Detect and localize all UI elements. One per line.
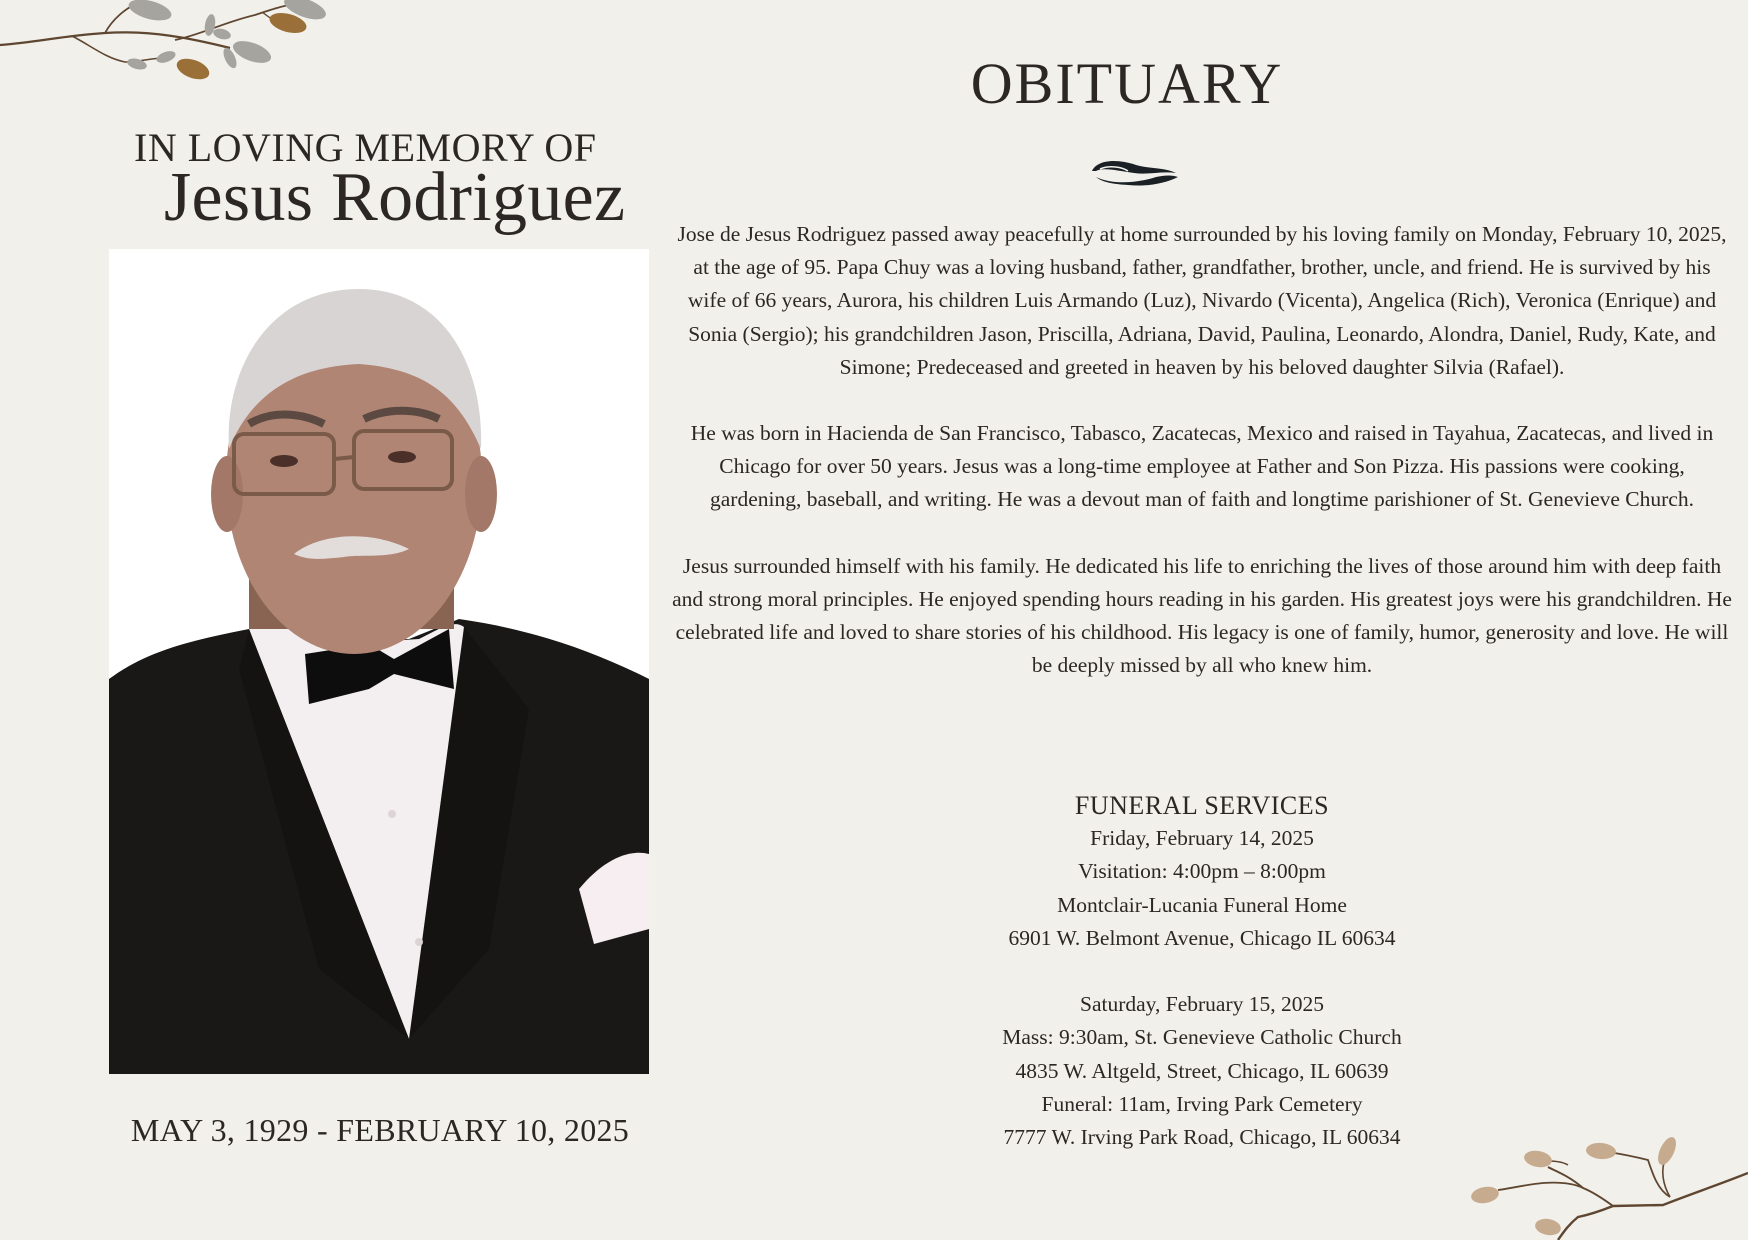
branch-decoration-bottom-icon bbox=[1448, 1115, 1748, 1240]
obituary-title: OBITUARY bbox=[970, 51, 1284, 116]
friday-date: Friday, February 14, 2025 bbox=[1090, 826, 1314, 850]
obituary-paragraph-2: He was born in Hacienda de San Francisco, Tabasco, Zacatecas, Mexico and raised in Tayahua, Zacatecas, and lived in Chicago for over 50 years. Jesus was a long-time employee at Father and Son Pizza. His passions were cooking, gardening, baseball, and writing. He was a devout man of faith and longtime parishioner of St. Genevieve Church. bbox=[690, 421, 1714, 512]
flourish-divider-icon bbox=[1088, 155, 1180, 187]
funeral-home-address: 6901 W. Belmont Avenue, Chicago IL 60634 bbox=[1008, 925, 1396, 950]
obituary-paragraph-1: Jose de Jesus Rodriguez passed away peacefully at home surrounded by his loving family on Monday, February 10, 2025, at the age of 95. Papa Chuy was a loving husband, father, grandfather, brother, uncle, and friend. He is survived by his wife of 66 years, Aurora, his children Luis Armando (Luz), Nivardo (Vicenta), Angelica (Rich), Veronica (Enrique) and Sonia (Sergio); his grandchildren Jason, Priscilla, Adriana, David, Paulina, Leonardo, Alondra, Daniel, Rudy, Kate, and Simone; Predeceased and greeted in heaven by his beloved daughter Silvia (Rafael). bbox=[677, 222, 1727, 379]
life-dates: MAY 3, 1929 - FEBRUARY 10, 2025 bbox=[130, 1112, 630, 1148]
funeral-home-name: Montclair-Lucania Funeral Home bbox=[1057, 892, 1347, 917]
mass-info: Mass: 9:30am, St. Genevieve Catholic Church bbox=[1002, 1025, 1402, 1050]
obituary-paragraph-3: Jesus surrounded himself with his family. He dedicated his life to enriching the lives of those around him with deep faith and strong moral principles. He enjoyed spending hours reading in his garden. His greatest joys were his grandchildren. He celebrated life and loved to share stories of his childhood. His legacy is one of family, humor, generosity and love. He will be deeply missed by all who knew him. bbox=[672, 553, 1732, 678]
cemetery-address: 7777 W. Irving Park Road, Chicago, IL 60634 bbox=[1003, 1125, 1401, 1150]
in-loving-memory-label: IN LOVING MEMORY OF bbox=[134, 125, 597, 170]
funeral-services bbox=[672, 790, 1732, 1155]
funeral-services-heading: FUNERAL SERVICES bbox=[1074, 791, 1330, 820]
obituary-text bbox=[672, 218, 1732, 715]
portrait-photo bbox=[109, 249, 649, 1074]
deceased-name: Jesus Rodriguez bbox=[164, 159, 626, 236]
church-address: 4835 W. Altgeld, Street, Chicago, IL 60639 bbox=[1015, 1058, 1389, 1083]
visitation-time: Visitation: 4:00pm – 8:00pm bbox=[1078, 859, 1326, 884]
funeral-info: Funeral: 11am, Irving Park Cemetery bbox=[1041, 1092, 1363, 1117]
portrait-illustration-icon bbox=[109, 249, 649, 1074]
memorial-panel bbox=[0, 0, 680, 1240]
spacer bbox=[672, 955, 1732, 988]
saturday-date: Saturday, February 15, 2025 bbox=[1079, 992, 1325, 1017]
